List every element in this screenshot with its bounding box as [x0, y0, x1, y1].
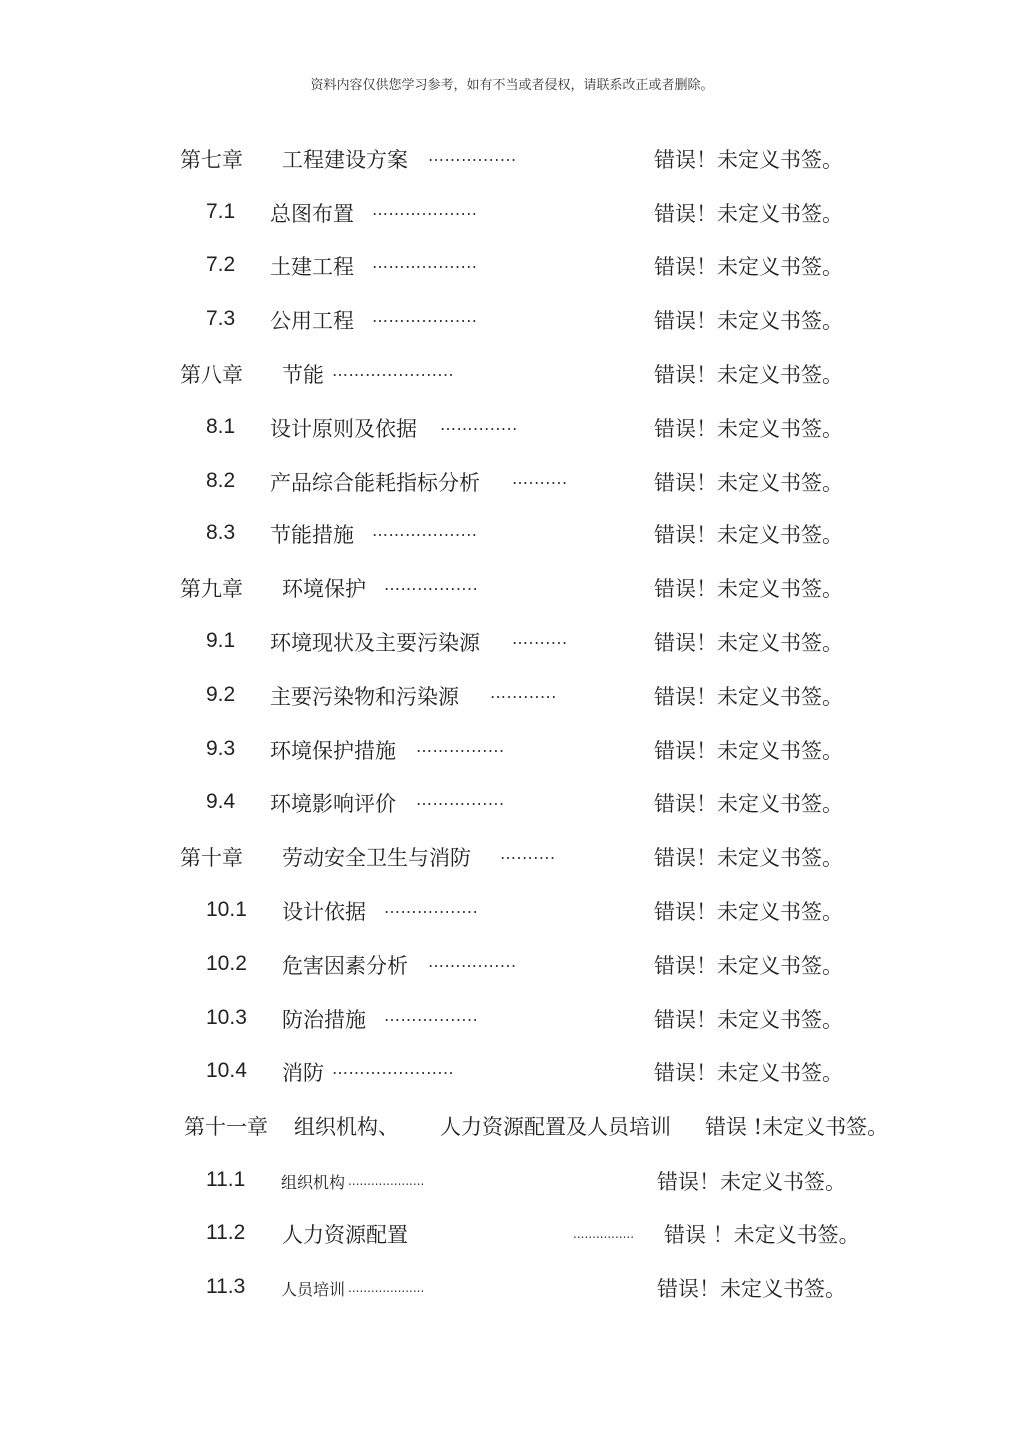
- toc-entry-10-3[interactable]: [0, 1002, 1024, 1034]
- entry-title: 设计原则及依据: [270, 417, 417, 441]
- toc-entry-10-1[interactable]: [0, 894, 1024, 926]
- page-reference: 错误！未定义书签。: [654, 846, 843, 870]
- section-number: 11.2: [206, 1221, 246, 1244]
- leader-dots: ….......: [512, 629, 568, 648]
- entry-title: 主要污染物和污染源: [270, 685, 459, 709]
- leader-dots: ................: [573, 1227, 635, 1241]
- chapter-number: 第十章: [180, 846, 243, 870]
- toc-entry-11-2[interactable]: [0, 1217, 1024, 1249]
- page-reference: 错误！未定义书签。: [654, 363, 843, 387]
- entry-title: 设计依据: [282, 900, 366, 924]
- leader-dots: ………..........: [372, 521, 478, 540]
- page-reference: 错误！未定义书签。: [654, 792, 843, 816]
- page-reference: 错误！未定义书签。: [654, 523, 843, 547]
- toc-entry-9-2[interactable]: [0, 679, 1024, 711]
- page-reference: 错误！未定义书签。: [654, 471, 843, 495]
- section-number: 8.3: [206, 521, 236, 544]
- page-reference: 错误！未定义书签。: [654, 900, 843, 924]
- entry-title: 总图布置: [270, 202, 354, 226]
- page-reference: 错误 !未定义书签。: [705, 1115, 889, 1139]
- leader-dots: ………........: [384, 1006, 479, 1025]
- entry-title: 组织机构、: [294, 1115, 399, 1139]
- section-number: 7.3: [206, 307, 236, 330]
- toc-entry-9-3[interactable]: [0, 733, 1024, 765]
- toc-entry-7-2[interactable]: [0, 249, 1024, 281]
- entry-title: 土建工程: [270, 255, 354, 279]
- leader-dots: ………..........: [372, 307, 478, 326]
- entry-title: 公用工程: [270, 309, 354, 333]
- section-number: 9.1: [206, 629, 236, 652]
- entry-title: 节能: [282, 363, 324, 387]
- section-number: 9.4: [206, 790, 236, 813]
- page-reference: 错误！未定义书签。: [657, 1277, 846, 1301]
- chapter-number: 第九章: [180, 577, 243, 601]
- entry-title: 危害因素分析: [282, 954, 408, 978]
- section-number: 11.1: [206, 1168, 246, 1191]
- page-reference: 错误！未定义书签。: [654, 954, 843, 978]
- page-reference: 错误！未定义书签。: [654, 685, 843, 709]
- entry-title: 环境影响评价: [270, 792, 396, 816]
- page-reference: 错误！未定义书签。: [654, 1008, 843, 1032]
- disclaimer-header: 资料内容仅供您学习参考，如有不当或者侵权，请联系改正或者删除。: [310, 78, 714, 93]
- leader-dots: ……….............: [332, 1059, 455, 1078]
- toc-entry-11-1[interactable]: [0, 1164, 1024, 1196]
- section-number: 7.2: [206, 253, 236, 276]
- leader-dots: ……….......: [416, 737, 505, 756]
- section-number: 10.4: [206, 1059, 247, 1082]
- toc-entry-8-3[interactable]: [0, 517, 1024, 549]
- page-reference: 错误！未定义书签。: [654, 739, 843, 763]
- leader-dots: ……........: [440, 415, 518, 434]
- leader-dots: ….......: [512, 469, 568, 488]
- toc-entry-7-1[interactable]: [0, 196, 1024, 228]
- leader-dots: ….........: [490, 683, 557, 702]
- leader-dots: ………........: [384, 575, 479, 594]
- toc-entry-chapter-8[interactable]: [0, 357, 1024, 389]
- section-number: 10.1: [206, 898, 247, 921]
- leader-dots: ……….......: [428, 146, 517, 165]
- page-reference: 错误！未定义书签。: [654, 202, 843, 226]
- page-reference: 错误！未定义书签。: [654, 255, 843, 279]
- leader-dots: ………........: [384, 898, 479, 917]
- page-reference: 错误 ！未定义书签。: [664, 1223, 860, 1247]
- page-reference: 错误！未定义书签。: [654, 577, 843, 601]
- toc-entry-9-1[interactable]: [0, 625, 1024, 657]
- page-reference: 错误！未定义书签。: [654, 1061, 843, 1085]
- entry-title: 人力资源配置: [282, 1223, 408, 1247]
- leader-dots: ………..........: [372, 253, 478, 272]
- entry-title-continued: 人力资源配置及人员培训: [440, 1115, 671, 1139]
- leader-dots: ….......: [500, 844, 556, 863]
- section-number: 9.3: [206, 737, 236, 760]
- leader-dots: ....................: [348, 1174, 425, 1188]
- leader-dots: ....................: [348, 1281, 425, 1295]
- toc-entry-7-3[interactable]: [0, 303, 1024, 335]
- entry-title: 环境现状及主要污染源: [270, 631, 480, 655]
- leader-dots: ……….......: [428, 952, 517, 971]
- section-number: 10.2: [206, 952, 247, 975]
- page-reference: 错误！未定义书签。: [654, 148, 843, 172]
- toc-entry-8-2[interactable]: [0, 465, 1024, 497]
- entry-title: 环境保护措施: [270, 739, 396, 763]
- entry-title: 环境保护: [282, 577, 366, 601]
- chapter-number: 第十一章: [184, 1115, 268, 1139]
- section-number: 7.1: [206, 200, 236, 223]
- toc-entry-10-2[interactable]: [0, 948, 1024, 980]
- toc-entry-chapter-11[interactable]: [0, 1109, 1024, 1141]
- section-number: 9.2: [206, 683, 236, 706]
- toc-entry-chapter-9[interactable]: [0, 571, 1024, 603]
- page-reference: 错误！未定义书签。: [654, 309, 843, 333]
- entry-title: 产品综合能耗指标分析: [270, 471, 480, 495]
- toc-entry-chapter-10[interactable]: [0, 840, 1024, 872]
- entry-title: 节能措施: [270, 523, 354, 547]
- toc-entry-chapter-7[interactable]: [0, 142, 1024, 174]
- toc-entry-9-4[interactable]: [0, 786, 1024, 818]
- section-number: 8.1: [206, 415, 236, 438]
- entry-title: 劳动安全卫生与消防: [282, 846, 471, 870]
- section-number: 8.2: [206, 469, 236, 492]
- leader-dots: ……….............: [332, 361, 455, 380]
- page-reference: 错误！未定义书签。: [654, 631, 843, 655]
- chapter-number: 第八章: [180, 363, 243, 387]
- entry-title: 消防: [282, 1061, 324, 1085]
- section-number: 10.3: [206, 1006, 247, 1029]
- section-number: 11.3: [206, 1275, 246, 1298]
- toc-entry-11-3[interactable]: [0, 1271, 1024, 1303]
- toc-entry-8-1[interactable]: [0, 411, 1024, 443]
- leader-dots: ……….......: [416, 790, 505, 809]
- page-reference: 错误！未定义书签。: [657, 1170, 846, 1194]
- page-reference: 错误！未定义书签。: [654, 417, 843, 441]
- leader-dots: ………..........: [372, 200, 478, 219]
- entry-title: 工程建设方案: [282, 148, 408, 172]
- chapter-number: 第七章: [180, 148, 243, 172]
- entry-title: 防治措施: [282, 1008, 366, 1032]
- entry-title: 人员培训: [281, 1280, 346, 1299]
- entry-title: 组织机构: [281, 1173, 346, 1192]
- toc-entry-10-4[interactable]: [0, 1055, 1024, 1087]
